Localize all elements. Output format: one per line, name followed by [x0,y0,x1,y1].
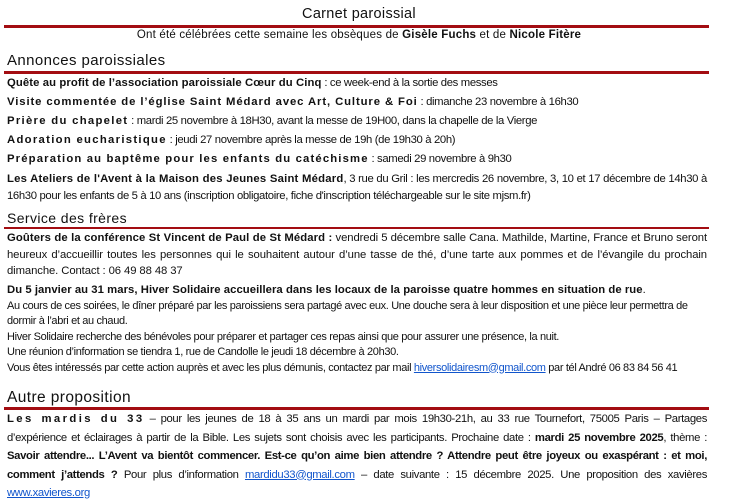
section-heading-autre: Autre proposition [7,389,131,406]
mardis-text: – date suivante : 15 décembre 2025. Une proposition des xavières [354,468,707,481]
hiver-text: par tél André 06 83 84 56 41 [545,361,678,374]
mardis-email-link[interactable]: mardidu33@gmail.com [244,468,355,481]
hiver-line: Une réunion d’information se tiendra 1, rue de Candolle le jeudi 18 décembre à 20h30. [7,346,399,358]
annonce-item [7,74,707,93]
annonce-text: : jeudi 27 novembre après la messe de 19h (de 19h30 à 20h) [166,134,456,146]
mardis-text: Pour plus d’information [117,468,245,481]
annonce-text: : samedi 29 novembre à 9h30 [368,153,512,165]
annonce-text: , 3 rue du Gril : les mercredis 26 novembre, 3, 10 et 17 décembre de 14h30 à 16h30 pour les enfants de 5 à 10 ans (inscription obligatoire, fiche d'inscription téléchargeable sur le site mjsm.fr) [7,173,707,202]
annonce-title: Quête au profit de l’association paroissiale Cœur du Cinq [7,77,322,89]
gouters-paragraph [7,230,707,280]
section-heading-service: Service des frères [7,210,128,226]
hiver-line: Hiver Solidaire recherche des bénévoles pour préparer et partager ces repas ainsi que pour assurer une présence, la nuit. [7,330,559,343]
carnet-title: Carnet paroissial [302,6,416,22]
xavieres-website-link[interactable]: www.xavieres.org [7,487,90,499]
hiver-title: Du 5 janvier au 31 mars, Hiver Solidaire accueillera dans les locaux de la paroisse quatre hommes en situation de rue [7,284,643,296]
hiver-line [7,361,707,377]
carnet-intro [0,29,718,41]
annonce-title: Visite commentée de l’église Saint Médard avec Art, Culture & Foi [7,96,418,108]
annonce-item [7,112,707,131]
deceased-name: Nicole Fitère [509,29,582,41]
section-heading-annonces: Annonces paroissiales [7,52,166,69]
annonce-text: : mardi 25 novembre à 18H30, avant la messe de 19H00, dans la chapelle de la Vierge [128,115,538,127]
gouters-text: vendredi 5 décembre salle Cana. Mathilde, Martine, France et Bruno seront heureux d’accueillir toutes les personnes qui le souhaitent autour d’une tasse de thé, d’une tarte aux pommes et de l’évangile du prochain dimanche. Contact : 06 49 88 48 37 [7,232,707,277]
mardis-paragraph [7,410,707,503]
intro-text: et de [476,29,510,41]
annonce-title: Prière du chapelet [7,115,129,127]
divider [4,25,709,28]
mardis-text: – pour les jeunes de 18 à 35 ans un mardi par mois 19h30-21h, au 33 rue Tournefort, 75005 Paris – Partages d’expérience et éclairages à partir de la Bible. Les sujets sont choisis avec les participants. Prochaine date : [7,413,707,444]
hiver-dot: . [642,284,646,296]
mardis-text: , thème : [663,431,708,444]
annonce-item [7,93,707,112]
mardis-title: Les mardis du 33 [7,413,145,425]
annonce-title: Adoration eucharistique [7,134,167,146]
annonce-title: Les Ateliers de l'Avent à la Maison des Jeunes Saint Médard [7,173,344,185]
divider [4,227,709,229]
hiver-email-link[interactable]: hiversolidairesm@gmail.com [413,361,546,374]
annonce-text: : dimanche 23 novembre à 16h30 [417,96,579,108]
annonce-item [7,171,707,205]
hiver-text: Vous êtes intéressés par cette action auprès et avec les plus démunis, contactez par mail [7,361,414,374]
hiver-solidaire [7,282,707,376]
mardis-date: mardi 25 novembre 2025 [534,431,664,444]
hiver-line: Au cours de ces soirées, le dîner préparé par les paroissiens sera partagé avec eux. Une douche sera à leur disposition et une pièce leur permettra de dormir à l’abri et au chaud. [7,299,688,327]
intro-text: Ont été célébrées cette semaine les obsèques de [136,29,403,41]
annonce-title: Préparation au baptême pour les enfants du catéchisme [7,153,369,165]
annonce-text: : ce week-end à la sortie des messes [321,77,498,89]
annonce-item [7,150,707,169]
deceased-name: Gisèle Fuchs [402,29,477,41]
gouters-title: Goûters de la conférence St Vincent de Paul de St Médard : [7,232,333,244]
mardis-theme: Savoir attendre... L’Avent va bientôt commencer. Est-ce qu’on aime bien attendre ? Attendre peut être joyeux ou exaspérant : et moi, comment j’attends ? [7,450,707,481]
annonce-item [7,131,707,150]
